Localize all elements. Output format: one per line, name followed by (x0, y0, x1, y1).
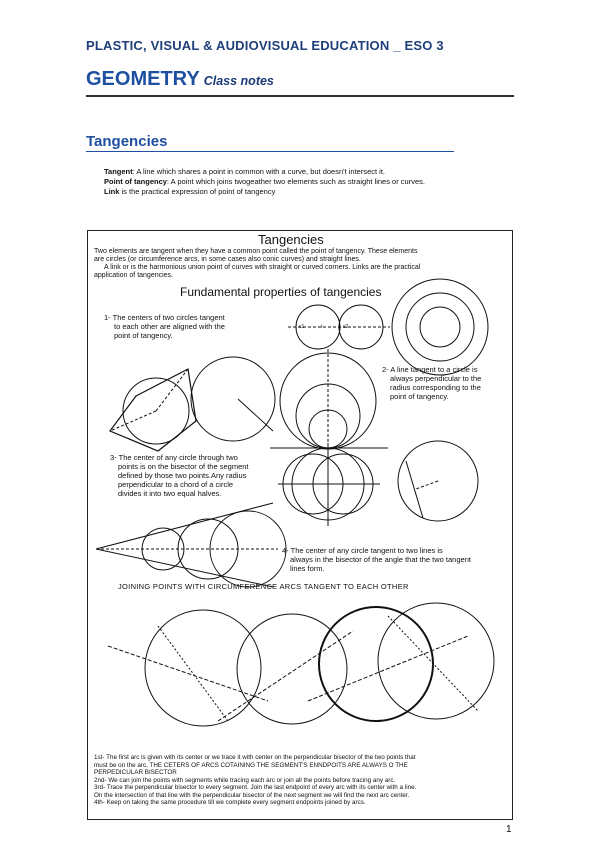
property-1: 1- The centers of two circles tangent to each other are aligned with the point of tangency. (104, 313, 225, 340)
figure-intro: Two elements are tangent when they have a common point called the point of tangency. These elements are circles (or circumference arcs, in some cases also conic curves) and straight lines. A link or is the harmonious union point of curves with straight or curved corners. Links are the practical application of tangencies. (94, 248, 421, 279)
figure-subtitle: Fundamental properties of tangencies (180, 285, 382, 299)
joining-steps: 1st- The first arc is given with its center or we trace it with center on the perpendicular bisector of the two points that must be on the arc. THE CETERS OF ARCS COTAINING THE SEGMENT'S ENNDPOITS ARE ALWAYS O THE PERPEDICULAR BISECTOR 2nd- We can join the points with segments while tracing each arc or join all the points before tracing any arc. 3rd- Trace the perpendicular bisector to every segment. Join the last endpoint of every arc with its center with a line. On the intersection of that line with the perpendicular bisector of the next segment we will find the next arc center. 4th- Keep on taking the same procedure till we complete every segment endpoints joined by arcs. (94, 754, 417, 806)
page-title (86, 68, 274, 91)
definition-link: Link is the practical expression of point of tangency (104, 187, 276, 196)
header-divider (86, 95, 514, 97)
property-3: 3- The center of any circle through two points is on the bisector of the segment defined by those two points.Any radius perpendicular to a chord of a circle divides it into two equal halves. (110, 453, 249, 498)
course-header: PLASTIC, VISUAL & AUDIOVISUAL EDUCATION _ ESO 3 (86, 38, 444, 53)
section-underline (86, 151, 454, 152)
tangencies-figure (87, 230, 513, 820)
figure-title: Tangencies (258, 232, 324, 247)
page-number: 1 (506, 824, 512, 835)
section-title: Tangencies (86, 133, 168, 150)
definitions (104, 167, 425, 197)
label-c2: c2 (343, 324, 349, 330)
label-t: t (321, 324, 323, 330)
definition-tangent: Tangent: A line which shares a point in common with a curve, but doesn't intersect it. (104, 167, 386, 176)
property-2: 2- A line tangent to a circle is always perpendicular to the radius corresponding to the point of tangency. (382, 365, 482, 401)
property-4: 4- The center of any circle tangent to two lines is always in the bisector of the angle that the two tangent lines form. (282, 546, 471, 573)
joining-title: JOINING POINTS WITH CIRCUMFERENCE ARCS TANGENT TO EACH OTHER (118, 582, 409, 591)
title-geometry: GEOMETRY (86, 68, 200, 90)
title-class-notes: Class notes (203, 74, 274, 88)
definition-point-of-tangency: Point of tangency: A point which joins twogeather two elements such as straight lines or curves. (104, 177, 425, 186)
label-c1: c1 (299, 324, 305, 330)
